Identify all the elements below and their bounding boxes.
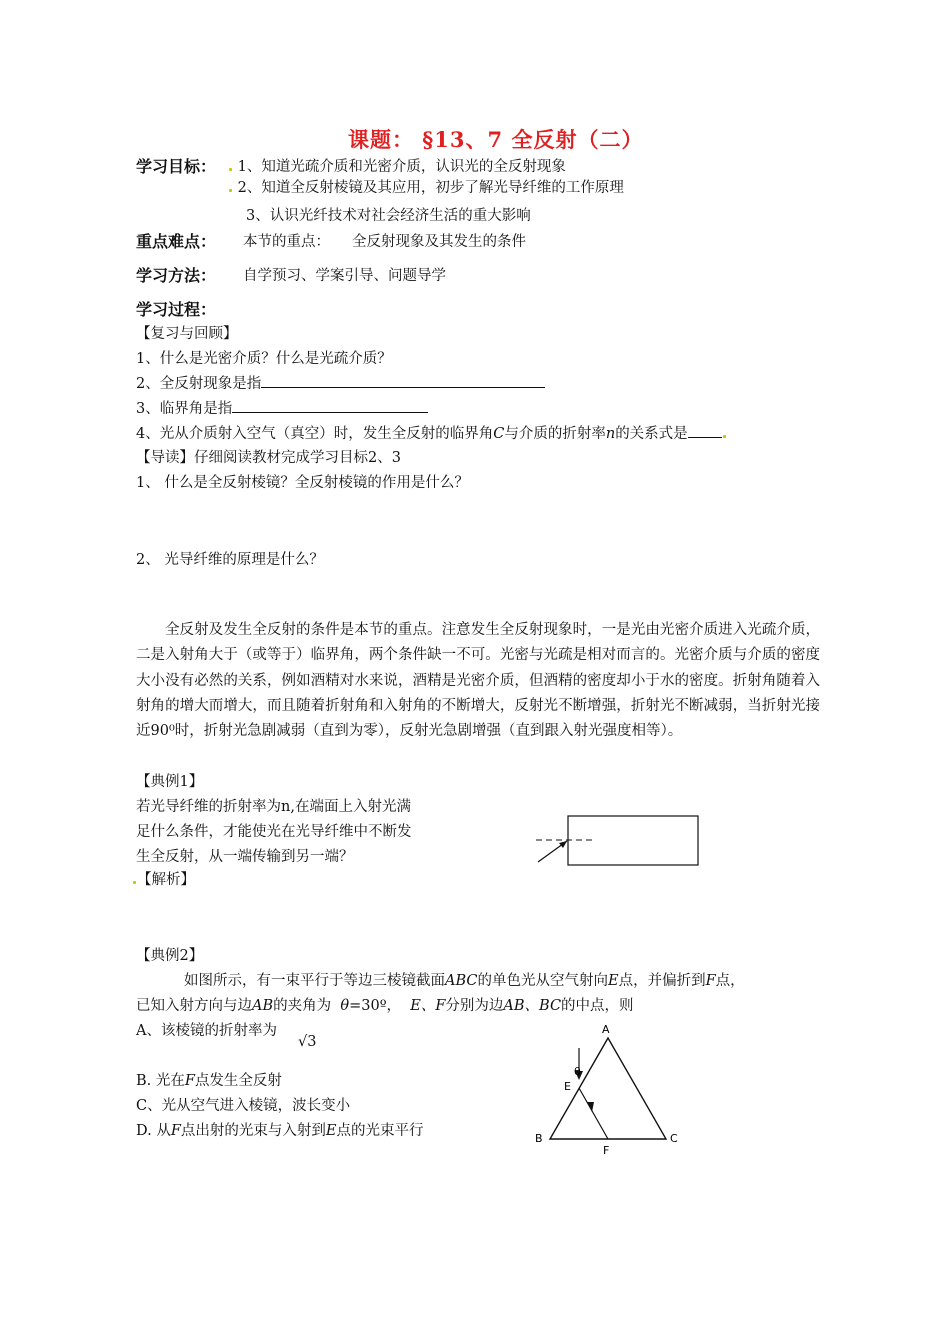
- option-a: A、该棱镜的折射率为: [136, 1023, 277, 1039]
- refracted-ray: [579, 1088, 608, 1139]
- option-d: D. 从F点出射的光束与入射到E点的光束平行: [136, 1123, 424, 1139]
- example2-line-2: 已知入射方向与边AB的夹角为 θ=30º， E、F分别为边AB、BC的中点，则: [136, 998, 634, 1014]
- page-title: 课题： §13、7 全反射（二）: [348, 127, 644, 152]
- review-heading: 【复习与回顾】: [136, 326, 238, 342]
- example1-analysis: 【解析】: [132, 868, 195, 889]
- label-c: C: [670, 1132, 678, 1145]
- method-label: 学习方法：: [136, 266, 217, 285]
- example2-line-1: 如图所示，有一束平行于等边三棱镜截面ABC的单色光从空气射向E点，并偏折到F点，: [184, 973, 745, 989]
- label-e: E: [564, 1080, 571, 1093]
- objective-1: 1、知道光疏介质和光密介质，认识光的全反射现象: [228, 155, 566, 176]
- prism-figure: [530, 1018, 690, 1164]
- key-points-prefix: 本节的重点：: [243, 234, 330, 250]
- option-a-value: √3: [298, 1034, 317, 1050]
- objectives-label: 学习目标：: [136, 157, 217, 176]
- label-f: F: [603, 1144, 610, 1157]
- option-b: B. 光在F点发生全反射: [136, 1073, 282, 1089]
- refracted-arrow: [587, 1102, 594, 1112]
- objective-2: 2、知道全反射棱镜及其应用，初步了解光导纤维的工作原理: [228, 176, 624, 197]
- method-text: 自学预习、学案引导、问题导学: [243, 268, 446, 284]
- label-b: B: [535, 1132, 543, 1145]
- guide-heading: 【导读】仔细阅读教材完成学习目标2、3: [136, 450, 401, 466]
- review-question-4: 4、光从介质射入空气（真空）时，发生全反射的临界角C与介质的折射率n的关系式是: [136, 422, 727, 443]
- example1-line-1: 若光导纤维的折射率为n,在端面上入射光满: [136, 799, 411, 815]
- example1-heading: 【典例1】: [136, 774, 204, 790]
- process-label: 学习过程：: [136, 300, 217, 319]
- option-c: C、光从空气进入棱镜，波长变小: [136, 1098, 351, 1114]
- label-a: A: [602, 1023, 610, 1036]
- incident-ray-arrow: [559, 841, 567, 848]
- guide-question-2: 2、 光导纤维的原理是什么？: [136, 552, 324, 568]
- example1-line-2: 足什么条件，才能使光在光导纤维中不断发: [136, 824, 412, 840]
- review-question-3: 3、临界角是指: [136, 397, 428, 418]
- key-points-label: 重点难点：: [136, 232, 217, 251]
- review-question-2: 2、全反射现象是指: [136, 372, 545, 393]
- key-points-text: 全反射现象及其发生的条件: [352, 234, 526, 250]
- label-theta: θ: [574, 1065, 581, 1078]
- example1-line-3: 生全反射，从一端传输到另一端？: [136, 849, 354, 865]
- guide-question-1: 1、 什么是全反射棱镜？全反射棱镜的作用是什么？: [136, 475, 469, 491]
- example2-heading: 【典例2】: [136, 948, 204, 964]
- objective-3: 3、认识光纤技术对社会经济生活的重大影响: [246, 208, 531, 224]
- explanation-paragraph: 全反射及发生全反射的条件是本节的重点。注意发生全反射现象时，一是光由光密介质进入光疏介质，二是入射角大于（或等于）临界角，两个条件缺一不可。光密与光疏是相对而言的。光密介质与介质的密度大小没有必然的关系，例如酒精对水来说，酒精是光密介质，但酒精的密度却小于水的密度。折射角随着入射角的增大而增大，而且随着折射角和入射角的不断增大，反射光不断增强，折射光不断减弱，当折射光接近90⁰时，折射光急剧减弱（直到为零），反射光急剧增强（直到跟入射光强度相等）。: [136, 622, 820, 740]
- review-question-1: 1、什么是光密介质？什么是光疏介质？: [136, 351, 392, 367]
- fiber-figure: [530, 812, 700, 868]
